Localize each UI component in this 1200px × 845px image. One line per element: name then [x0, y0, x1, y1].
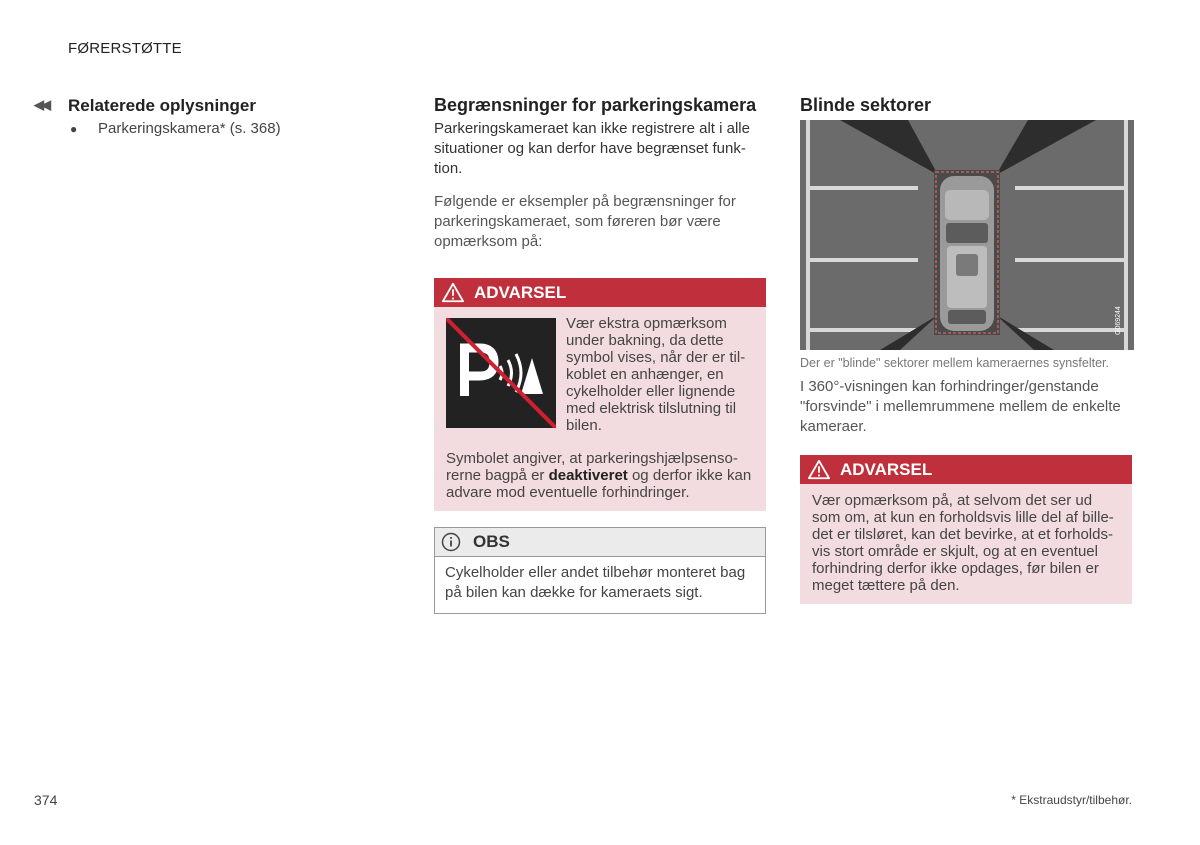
warning-symbol-text: Vær ekstra opmærksom under bakning, da dette symbol vises, når der er til-koblet en anhænger, en cykelholder eller lignende med elektrisk tilslutning til bilen.	[566, 315, 746, 434]
warning-body-text: Symbolet angiver, at parkeringshjælpsenso-rerne bagpå er deaktiveret og derfor ikke kan advare mod eventuelle forhindringer.	[446, 450, 752, 501]
blind-sectors-paragraph: I 360°-visningen kan forhindringer/genstande "forsvinde" i mellemrummene mellem de enkelte kameraer.	[800, 378, 1121, 435]
intro-paragraph: Parkeringskameraet kan ikke registrere alt i alle situationer og kan derfor have begrænset funk-tion.	[434, 120, 750, 177]
info-icon	[441, 532, 461, 552]
bullet-icon: ●	[70, 122, 78, 136]
related-link[interactable]: Parkeringskamera* (s. 368)	[98, 120, 281, 137]
footnote: * Ekstraudstyr/tilbehør.	[1011, 793, 1132, 807]
warning-header	[434, 278, 766, 307]
image-code: G069244	[1115, 306, 1122, 335]
warning-body-text: Vær opmærksom på, at selvom det ser ud som om, at kun en forholdsvis lille del af bille-det er tilsløret, kan det bevirke, at et forholds-vis stort område er skjult, og at en eventuel forhindring derfor ikke opdages, før bilen er meget tættere på den.	[812, 492, 1114, 594]
warning-body	[434, 307, 766, 511]
section-title: Begrænsninger for parkeringskamera	[434, 95, 757, 115]
blind-sectors-title: Blinde sektorer	[800, 95, 932, 115]
warning-label: ADVARSEL	[840, 459, 933, 479]
examples-paragraph: Følgende er eksempler på begrænsninger for parkeringskameraet, som føreren bør være opmærksom på:	[434, 193, 736, 250]
image-caption: Der er "blinde" sektorer mellem kameraernes synsfelter.	[800, 356, 1109, 370]
warning-triangle-icon	[442, 282, 464, 304]
warning-header	[800, 455, 1132, 484]
warning-triangle-icon	[808, 459, 830, 481]
page-number: 374	[34, 792, 58, 808]
note-text: Cykelholder eller andet tilbehør monteret bag på bilen kan dække for kameraets sigt.	[445, 564, 746, 601]
related-title: Relaterede oplysninger	[68, 96, 257, 115]
note-header	[435, 528, 765, 557]
emphasis-deactivated: deaktiveret	[548, 467, 628, 484]
camera-view-image	[800, 120, 1134, 350]
section-header: FØRERSTØTTE	[68, 40, 182, 57]
blind-sectors	[800, 95, 1132, 604]
warning-box-blind	[800, 455, 1132, 604]
parking-camera-limitations	[434, 95, 766, 614]
note-box	[434, 527, 766, 614]
note-label: OBS	[473, 532, 510, 551]
list-item[interactable]	[68, 120, 364, 138]
related-heading	[34, 96, 364, 116]
related-info	[34, 96, 364, 138]
warning-box	[434, 278, 766, 511]
warning-label: ADVARSEL	[474, 282, 567, 302]
parking-sensor-off-icon	[446, 318, 556, 428]
back-arrows-icon[interactable]: ◀◀	[34, 97, 48, 112]
